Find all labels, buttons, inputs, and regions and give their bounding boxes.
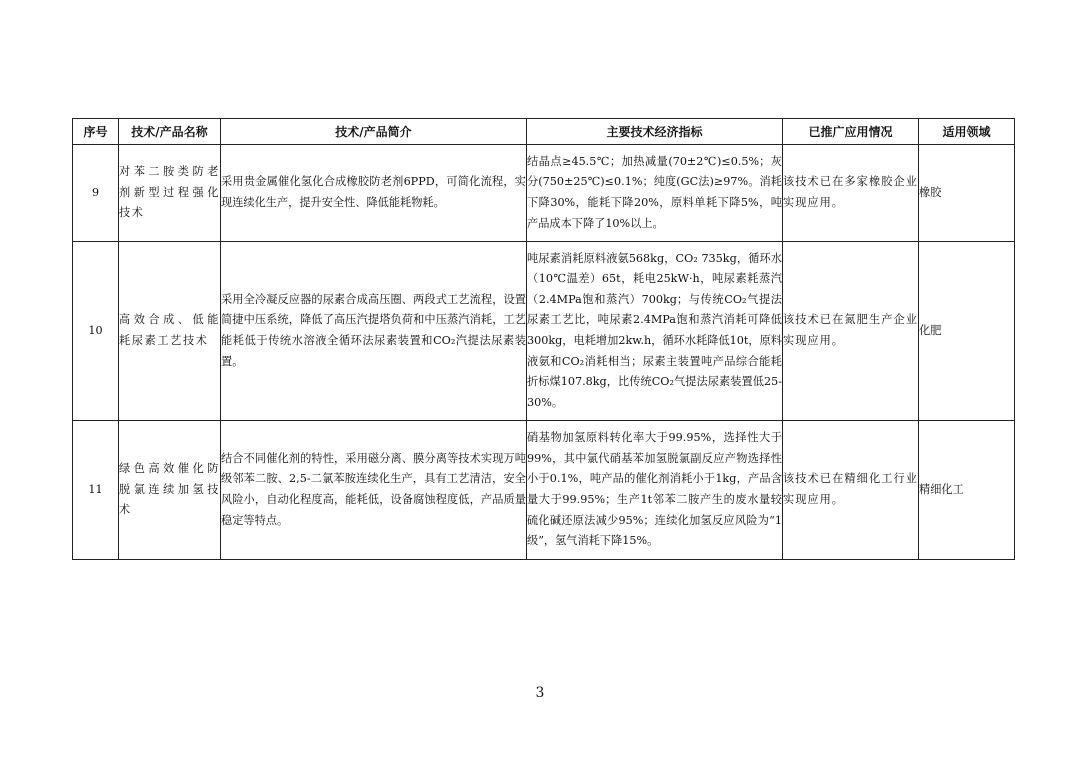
row-application: 该技术已在多家橡胶企业实现应用。: [783, 145, 919, 242]
row-name: 绿色高效催化防脱氯连续加氢技术: [119, 421, 221, 560]
row-name: 对苯二胺类防老剂新型过程强化技术: [119, 145, 221, 242]
row-name: 高效合成、低能耗尿素工艺技术: [119, 242, 221, 421]
header-description: 技术/产品简介: [221, 119, 527, 145]
row-indicators: 吨尿素消耗原料液氨568kg，CO₂ 735kg，循环水（10℃温差）65t，耗电25kW·h，吨尿素耗蒸汽（2.4MPa饱和蒸汽）700kg；与传统CO₂气提法尿素工艺比，吨尿素2.4MPa饱和蒸汽消耗可降低300kg，电耗增加2kw.h，循环水耗降低10t，原料液氨和CO₂消耗相当；尿素主装置吨产品综合能耗折标煤107.8kg，比传统CO₂气提法尿素装置低25-30%。: [527, 242, 783, 421]
table-header-row: [73, 119, 1015, 145]
row-index: 9: [73, 145, 119, 242]
row-application: 该技术已在氮肥生产企业实现应用。: [783, 242, 919, 421]
technology-table: [72, 118, 1015, 560]
page-number: 3: [535, 685, 545, 701]
row-indicators: 硝基物加氢原料转化率大于99.95%，选择性大于99%，其中氯代硝基苯加氢脱氯副反应产物选择性小于0.1%，吨产品的催化剂消耗小于1kg，产品含量大于99.95%；生产1t邻苯二胺产生的废水量较硫化碱还原法减少95%；连续化加氢反应风险为“1级”，氢气消耗下降15%。: [527, 421, 783, 560]
header-indicators: 主要技术经济指标: [527, 119, 783, 145]
row-description: 采用全冷凝反应器的尿素合成高压圈、两段式工艺流程，设置简捷中压系统，降低了高压汽提塔负荷和中压蒸汽消耗，工艺能耗低于传统水溶液全循环法尿素装置和CO₂汽提法尿素装置。: [221, 242, 527, 421]
row-field: 橡胶: [919, 145, 1015, 242]
header-application: 已推广应用情况: [783, 119, 919, 145]
row-application: 该技术已在精细化工行业实现应用。: [783, 421, 919, 560]
row-description: 采用贵金属催化氢化合成橡胶防老剂6PPD，可简化流程，实现连续化生产，提升安全性、降低能耗物耗。: [221, 145, 527, 242]
row-index: 10: [73, 242, 119, 421]
header-index: 序号: [73, 119, 119, 145]
header-name: 技术/产品名称: [119, 119, 221, 145]
row-indicators: 结晶点≥45.5℃；加热减量(70±2℃)≤0.5%；灰分(750±25℃)≤0.1%；纯度(GC法)≥97%。消耗下降30%，能耗下降20%，原料单耗下降5%，吨产品成本下降了10%以上。: [527, 145, 783, 242]
row-index: 11: [73, 421, 119, 560]
row-field: 精细化工: [919, 421, 1015, 560]
row-field: 化肥: [919, 242, 1015, 421]
table-row: [73, 242, 1015, 421]
table-row: [73, 145, 1015, 242]
header-field: 适用领域: [919, 119, 1015, 145]
row-description: 结合不同催化剂的特性，采用磁分离、膜分离等技术实现万吨级邻苯二胺、2,5-二氯苯胺连续化生产，具有工艺清洁，安全风险小，自动化程度高，能耗低，设备腐蚀程度低，产品质量稳定等特点。: [221, 421, 527, 560]
table-row: [73, 421, 1015, 560]
